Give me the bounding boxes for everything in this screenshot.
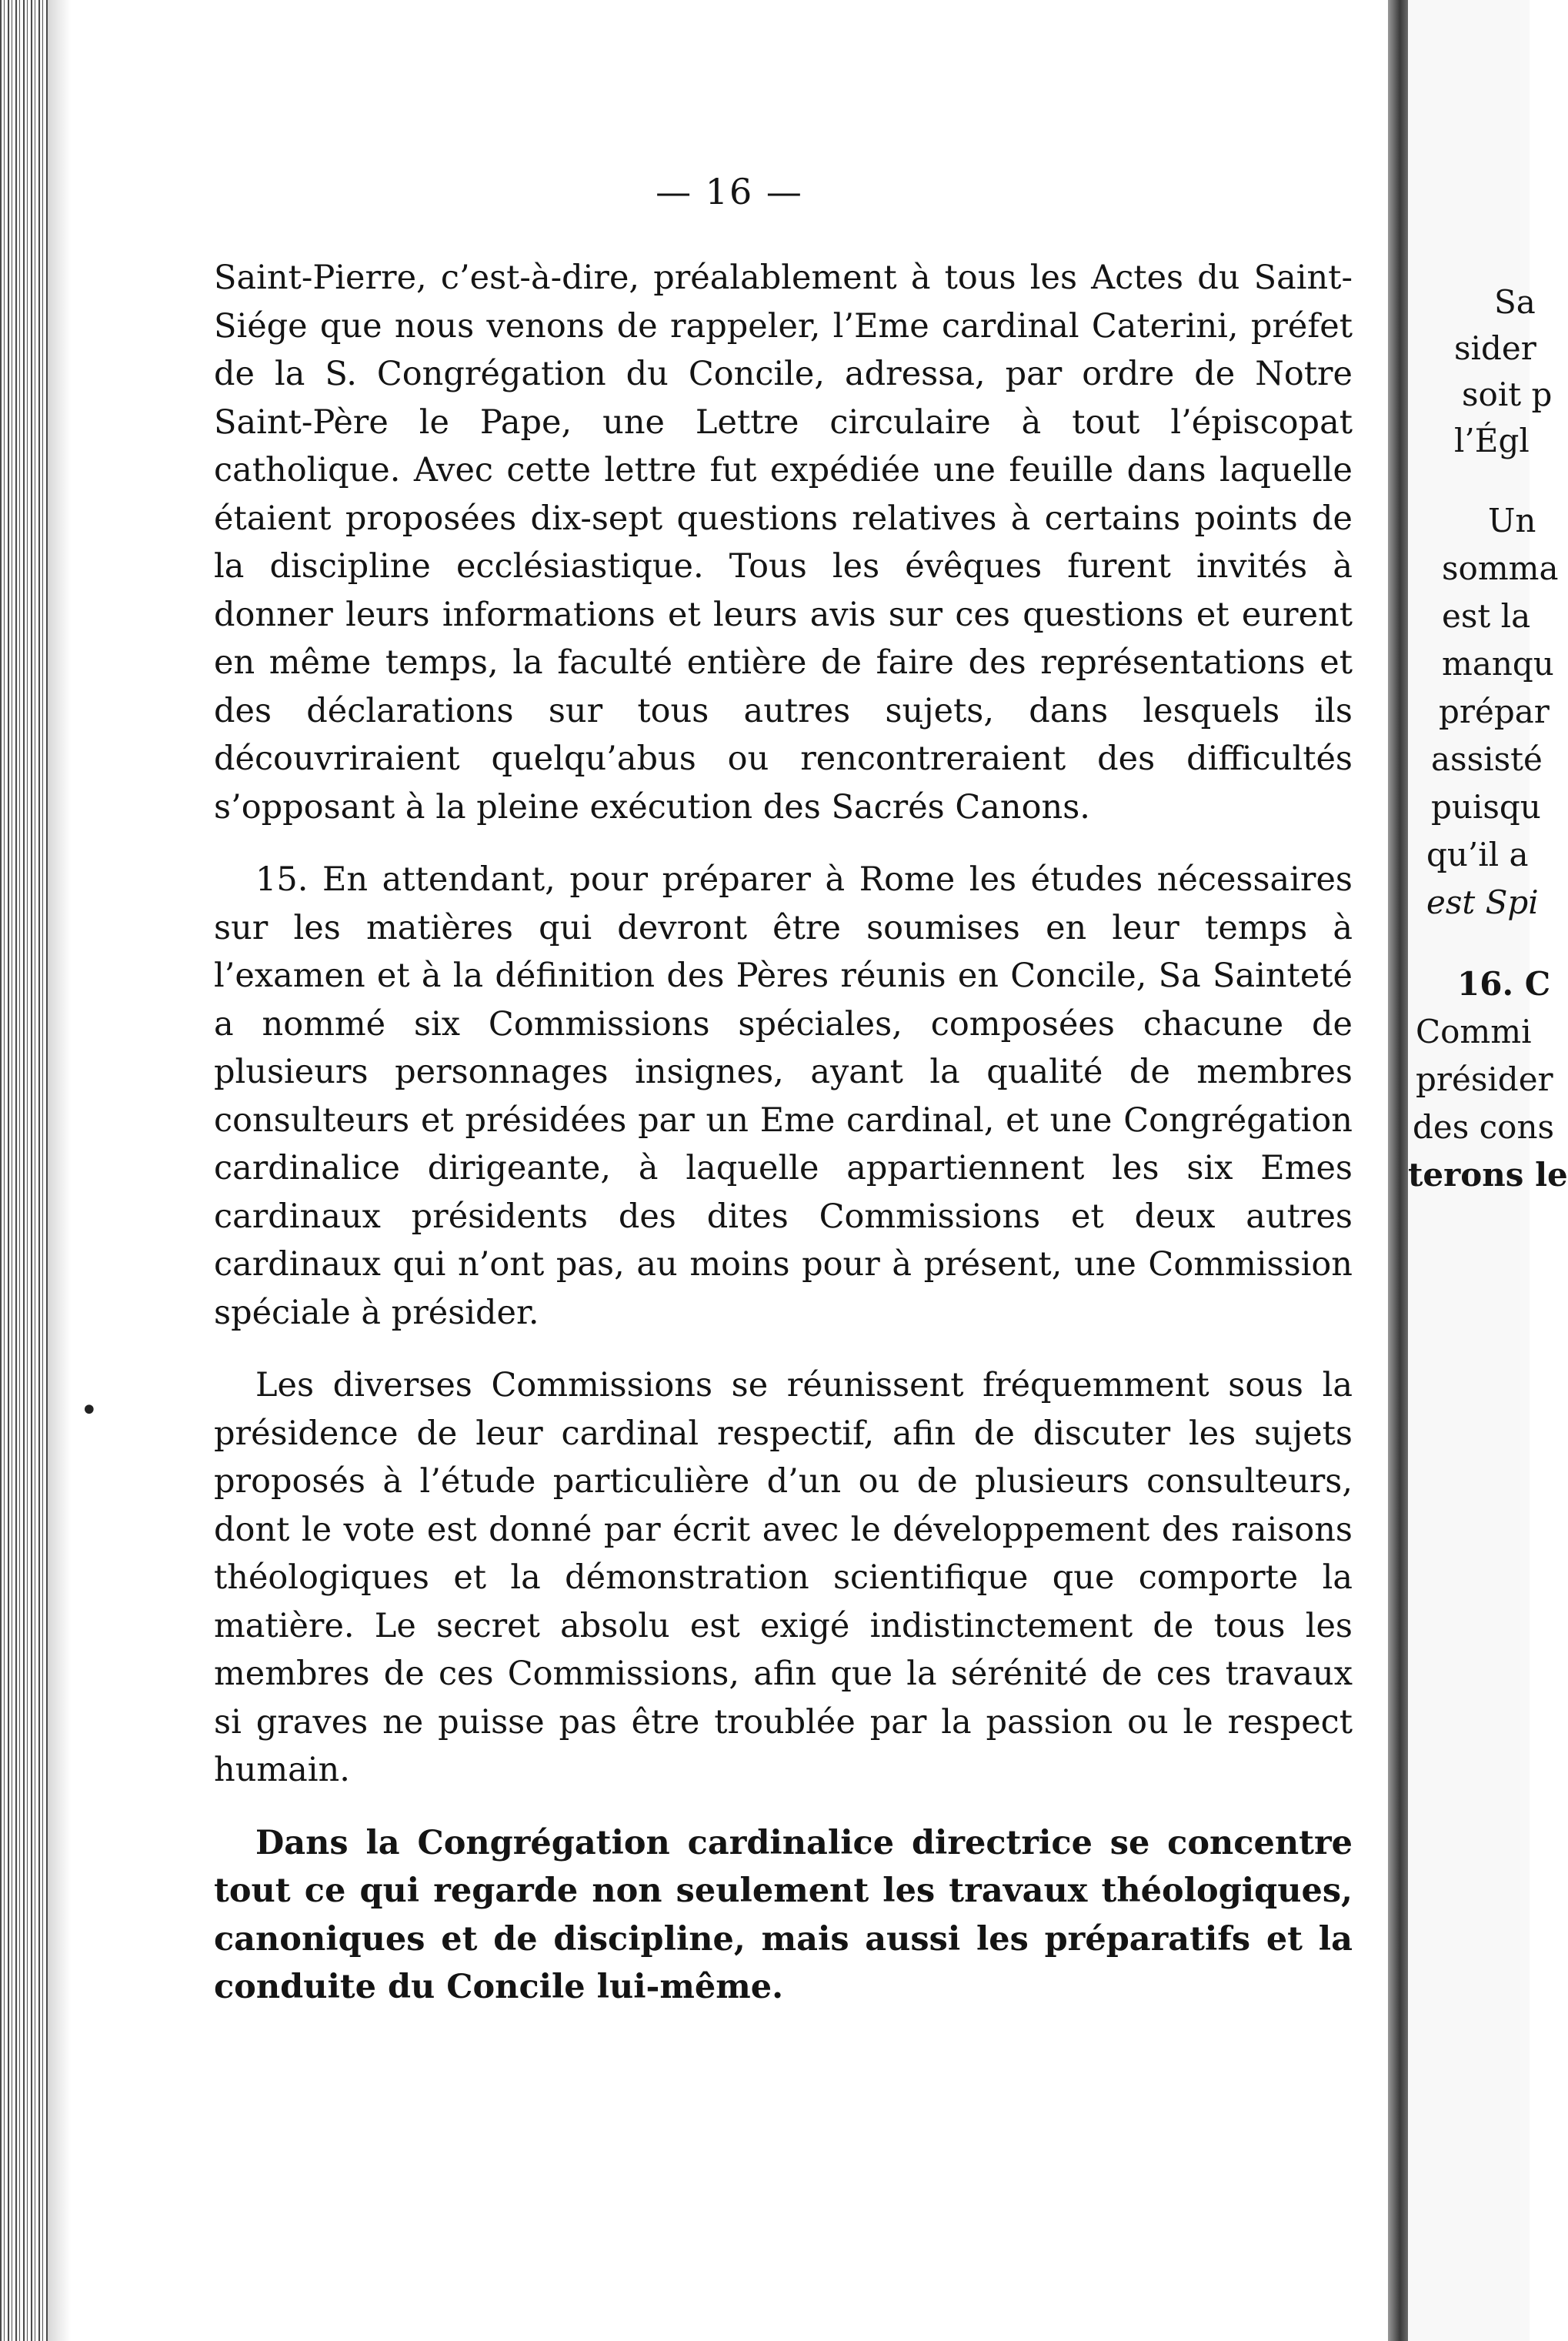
facing-line: sider [1454, 329, 1536, 367]
page-text [214, 254, 1353, 2012]
paragraph-gap [214, 1795, 1353, 1819]
gutter-shadow [1388, 0, 1408, 2341]
book-page [71, 0, 1388, 2341]
facing-line: 16. C [1457, 965, 1551, 1003]
page-number: — 16 — [656, 171, 803, 212]
binding-shadow [48, 0, 71, 2341]
facing-line: manqu [1442, 645, 1554, 683]
paragraph-2: 15. En attendant, pour préparer à Rome les études nécessaires sur les matières qui devront être soumises en leur temps à l’examen et à la définition des Pères réunis en Concile, Sa Sainteté a nommé six Commissions spéciales, composées chacune de plusieurs personnages insignes, ayant la qualité de membres consulteurs et présidées par un Eme cardinal, et une Congrégation cardinalice dirigeante, à laquelle appartiennent les six Emes cardinaux présidents des dites Commissions et deux autres cardinaux qui n’ont pas, au moins pour à présent, une Commission spéciale à présider. [214, 860, 1353, 1332]
facing-line: Un [1488, 502, 1536, 539]
facing-page [1408, 0, 1568, 2341]
paragraph-3: Les diverses Commissions se réunissent fréquemment sous la présidence de leur cardinal respectif, afin de discuter les sujets proposés à l’étude particulière d’un ou de plusieurs consulteurs, dont le vote est donné par écrit avec le développement des raisons théologiques et la démonstration scientifique que comporte la matière. Le secret absolu est exigé indistinctement de tous les membres de ces Commissions, afin que la sérénité de ces travaux si graves ne puisse pas être troublée par la passion ou le respect humain. [214, 1366, 1353, 1789]
page-edge-binding [0, 0, 48, 2341]
paragraph-1: Saint-Pierre, c’est-à-dire, préalablement à tous les Actes du Saint-Siége que nous venons de rappeler, l’Eme cardinal Caterini, préfet de la S. Congrégation du Concile, adressa, par ordre de Notre Saint-Père le Pape, une Lettre circulaire à tout l’épiscopat catholique. Avec cette lettre fut expédiée une feuille dans laquelle étaient proposées dix-sept questions relatives à certains points de la discipline ecclésiastique. Tous les évêques furent invités à donner leurs informations et leurs avis sur ces questions et eurent en même temps, la faculté entière de faire des représentations et des déclarations sur tous autres sujets, dans lesquels ils découvriraient quelqu’abus ou rencontreraient des difficultés s’opposant à la pleine exécution des Sacrés Canons. [214, 259, 1353, 827]
paragraph-gap [214, 831, 1353, 856]
facing-line: des cons [1413, 1108, 1555, 1146]
facing-line: est la [1442, 597, 1531, 635]
facing-line: terons le [1408, 1156, 1568, 1194]
facing-line: assisté [1431, 740, 1543, 778]
facing-line: présider [1416, 1060, 1553, 1098]
facing-line: puisqu [1431, 788, 1541, 826]
paragraph-gap [214, 1337, 1353, 1361]
facing-line: l’Égl [1454, 422, 1530, 459]
facing-line: qu’il a [1426, 836, 1529, 873]
facing-line: Sa [1494, 283, 1536, 321]
facing-line: est Spi [1426, 883, 1539, 921]
facing-line: Commi [1416, 1013, 1532, 1050]
margin-dot-mark: • [80, 1393, 98, 1428]
facing-line: soit p [1462, 376, 1553, 413]
facing-line: somma [1442, 549, 1559, 587]
facing-line: prépar [1439, 693, 1550, 730]
paragraph-4: Dans la Congrégation cardinalice directrice se concentre tout ce qui regarde non seulement les travaux théologiques, canoniques et de discipline, mais aussi les préparatifs et la conduite du Concile lui-même. [214, 1823, 1353, 2006]
